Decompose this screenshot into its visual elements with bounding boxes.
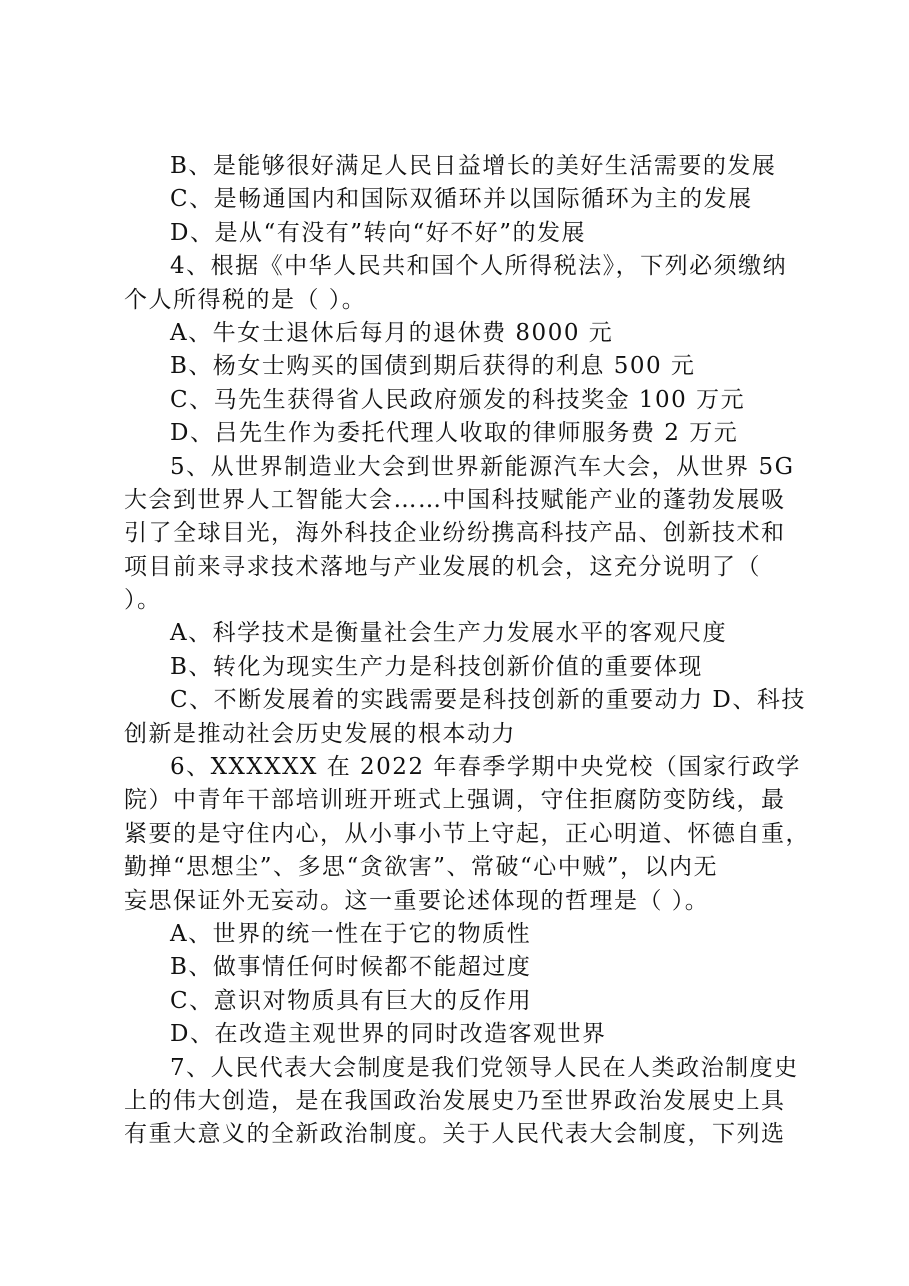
- option-line: B、是能够很好满足人民日益增长的美好生活需要的发展: [170, 153, 777, 179]
- question-line: 6、XXXXXX 在 2022 年春季学期中央党校（国家行政学: [170, 754, 801, 781]
- option-line: C、不断发展着的实践需要是科技创新的重要动力 D、科技: [170, 687, 806, 714]
- option-line: B、杨女士购买的国债到期后获得的利息 500 元: [170, 353, 696, 380]
- option-line: D、吕先生作为委托代理人收取的律师服务费 2 万元: [170, 420, 739, 447]
- document-text: [124, 150, 810, 1152]
- question-line: ）。: [124, 587, 162, 614]
- question-line: 上的伟大创造，是在我国政治发展史乃至世界政治发展史上具: [124, 1087, 786, 1114]
- option-line: D、是从“有没有”转向“好不好”的发展: [170, 219, 586, 246]
- question-line: 项目前来寻求技术落地与产业发展的机会，这充分说明了（: [124, 553, 761, 580]
- option-line: C、是畅通国内和国际双循环并以国际循环为主的发展: [170, 186, 753, 213]
- question-line: 勤掸“思想尘”、多思“贪欲害”、常破“心中贼”，以内无: [124, 854, 719, 881]
- option-line: A、科学技术是衡量社会生产力发展水平的客观尺度: [170, 620, 728, 647]
- option-line: C、意识对物质具有巨大的反作用: [170, 987, 533, 1014]
- question-line: 5、从世界制造业大会到世界新能源汽车大会，从世界 5G: [170, 453, 795, 480]
- question-line: 紧要的是守住内心，从小事小节上守起，正心明道、怀德自重，: [124, 820, 810, 847]
- option-line: A、世界的统一性在于它的物质性: [170, 920, 532, 947]
- question-line: 大会到世界人工智能大会……中国科技赋能产业的蓬勃发展吸: [124, 486, 786, 513]
- option-line: D、在改造主观世界的同时改造客观世界: [170, 1021, 607, 1048]
- question-line: 4、根据《中华人民共和国个人所得税法》，下列必须缴纳: [170, 253, 788, 280]
- option-line: B、转化为现实生产力是科技创新价值的重要体现: [170, 653, 703, 680]
- question-line: 7、人民代表大会制度是我们党领导人民在人类政治制度史: [170, 1054, 799, 1081]
- option-line: C、马先生获得省人民政府颁发的科技奖金 100 万元: [170, 386, 746, 413]
- question-line: 妄思保证外无妄动。这一重要论述体现的哲理是（ ）。: [124, 887, 710, 914]
- option-line: 创新是推动社会历史发展的根本动力: [124, 720, 516, 747]
- question-line: 个人所得税的是（ ）。: [124, 286, 367, 313]
- option-line: A、牛女士退休后每月的退休费 8000 元: [170, 319, 614, 346]
- option-line: B、做事情任何时候都不能超过度: [170, 954, 532, 981]
- question-line: 院）中青年干部培训班开班式上强调，守住拒腐防变防线，最: [124, 787, 786, 814]
- question-line: 有重大意义的全新政治制度。关于人民代表大会制度，下列选: [124, 1121, 786, 1148]
- question-line: 引了全球目光，海外科技企业纷纷携高科技产品、创新技术和: [124, 520, 786, 547]
